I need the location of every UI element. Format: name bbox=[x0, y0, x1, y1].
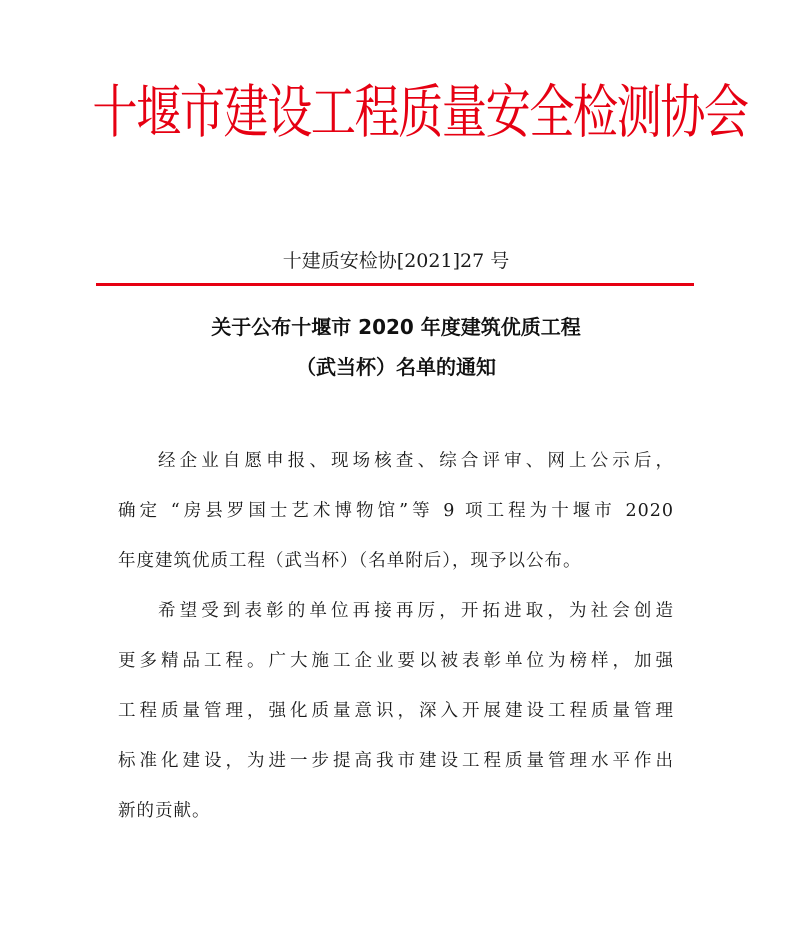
paragraph-1-line: 经企业自愿申报、现场核查、综合评审、网上公示后， bbox=[158, 451, 674, 471]
paragraph-2-line: 更多精品工程。广大施工企业要以被表彰单位为榜样，加强 bbox=[118, 651, 674, 671]
document-number: 十建质安检协[2021]27 号 bbox=[282, 250, 510, 272]
paragraph-2-line: 标准化建设，为进一步提高我市建设工程质量管理水平作出 bbox=[118, 751, 674, 771]
notice-body bbox=[118, 436, 674, 836]
paragraph-1-line: 年度建筑优质工程（武当杯）（名单附后），现予以公布。 bbox=[118, 551, 582, 571]
masthead-title bbox=[0, 72, 792, 152]
paragraph-2-line: 工程质量管理，强化质量意识，深入开展建设工程质量管理 bbox=[118, 701, 674, 721]
notice-title-line-1: 关于公布十堰市 2020 年度建筑优质工程 bbox=[211, 315, 581, 339]
notice-title-line-2: （武当杯）名单的通知 bbox=[296, 355, 496, 379]
red-divider-line bbox=[96, 283, 694, 286]
masthead-text: 十堰市建设工程质量安全检测协会 bbox=[92, 78, 748, 146]
paragraph-1-line: 确定 “房县罗国士艺术博物馆”等 9 项工程为十堰市 2020 bbox=[118, 501, 674, 521]
paragraph-2-line: 新的贡献。 bbox=[118, 801, 211, 821]
paragraph-2-line: 希望受到表彰的单位再接再厉，开拓进取，为社会创造 bbox=[158, 601, 674, 621]
